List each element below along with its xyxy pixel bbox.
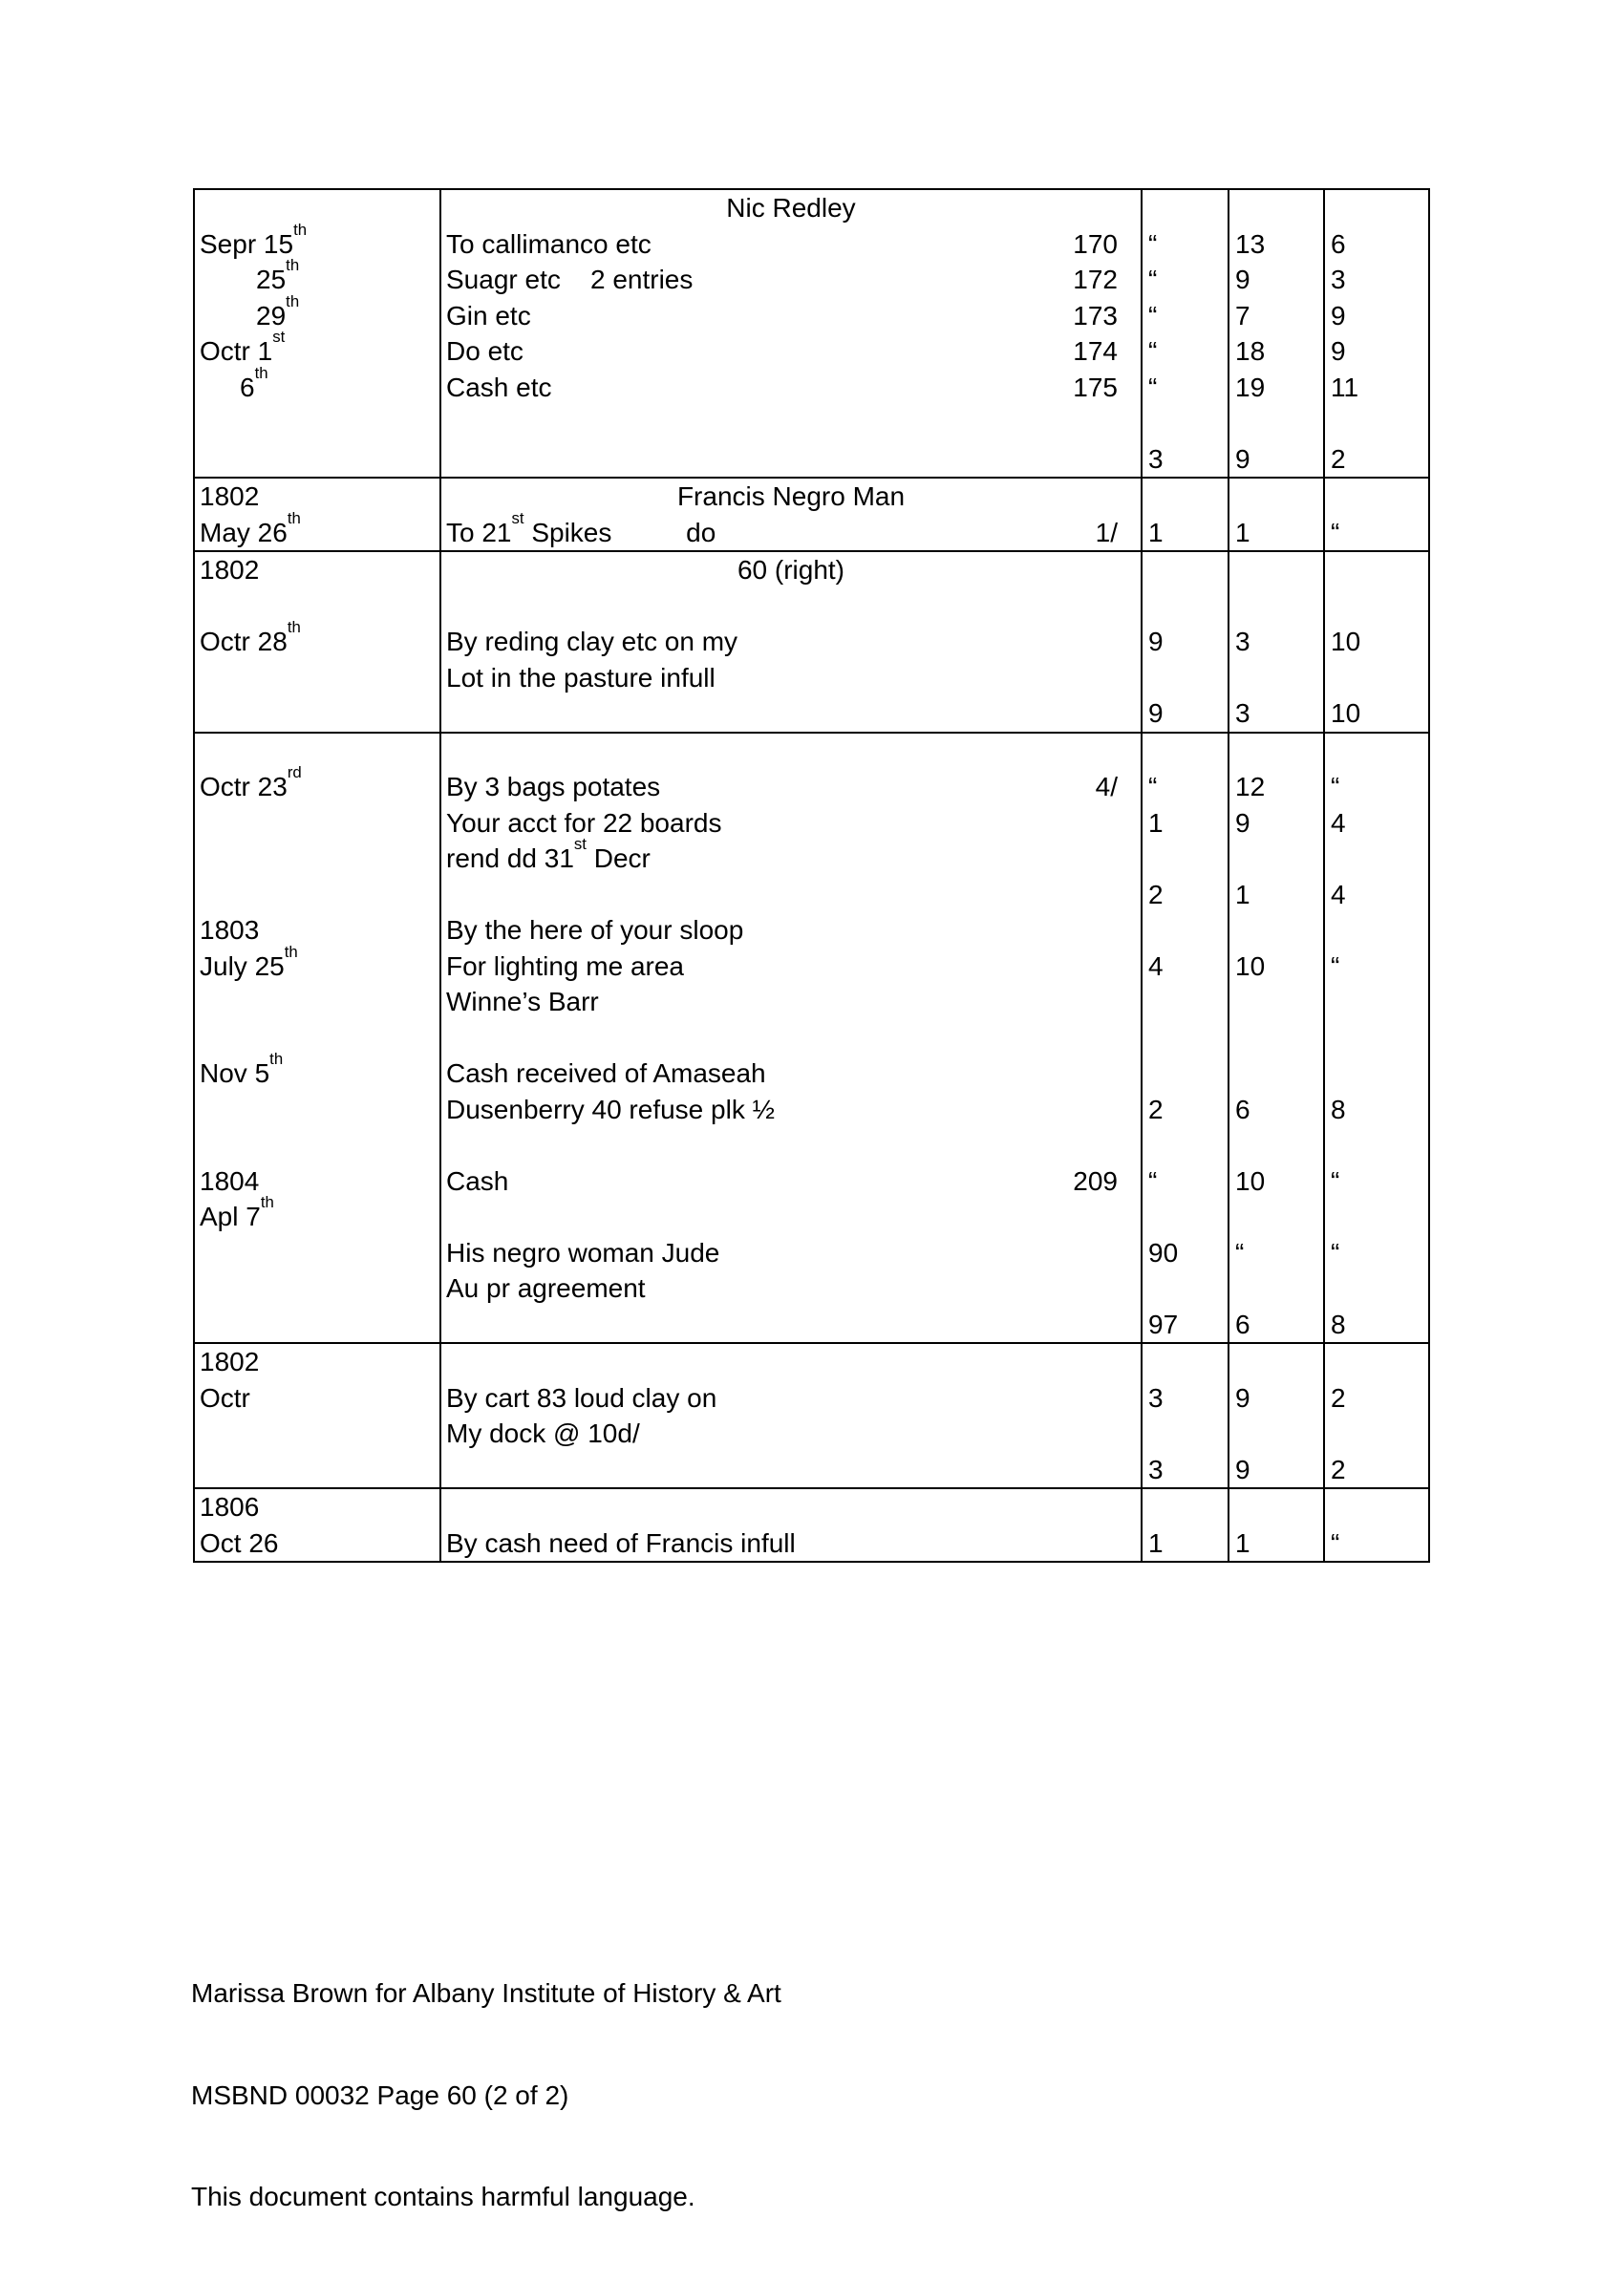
- entry-text: [446, 1489, 1141, 1525]
- pounds-cell: “: [1148, 228, 1158, 259]
- entry-desc-cell: [441, 1127, 1141, 1163]
- pounds-cell: 9: [1148, 698, 1164, 728]
- shillings-cell: [1229, 1489, 1323, 1525]
- shillings-cell: [1229, 405, 1323, 441]
- ledger-section-main-entries: [195, 732, 1428, 1343]
- entry-text: Lot in the pasture infull: [446, 662, 716, 693]
- pence-cell: 2: [1331, 1382, 1346, 1413]
- entry-text: By reding clay etc on my: [446, 627, 738, 656]
- entry-desc-cell: [441, 912, 1141, 949]
- entry-desc-cell: [441, 1344, 1141, 1380]
- pence-cell: 2: [1331, 1454, 1346, 1484]
- date-cell: Apl 7th: [200, 1193, 274, 1231]
- pence-cell: “: [1331, 517, 1340, 547]
- entry-text: By the here of your sloop: [446, 915, 744, 945]
- date-cell: 1802: [200, 481, 260, 511]
- pounds-cell: [1143, 1199, 1228, 1235]
- date-cell: [195, 190, 439, 226]
- date-cell: [195, 1127, 439, 1163]
- pence-cell: “: [1331, 1237, 1340, 1268]
- date-cell: Octr 1st: [200, 328, 286, 366]
- shillings-cell: 19: [1235, 372, 1266, 402]
- pounds-column: [1141, 552, 1228, 732]
- pence-cell: [1325, 1020, 1428, 1056]
- shillings-cell: [1229, 660, 1323, 696]
- date-column: [195, 479, 439, 550]
- pounds-column: [1141, 190, 1228, 477]
- pence-cell: 8: [1331, 1309, 1346, 1339]
- pence-cell: 8: [1331, 1094, 1346, 1124]
- shillings-cell: [1229, 1344, 1323, 1380]
- entry-text: rend dd 31st Decr: [446, 835, 651, 873]
- shillings-cell: “: [1235, 1237, 1245, 1268]
- date-cell: 1803: [200, 915, 260, 945]
- entry-desc-cell: [441, 1199, 1141, 1235]
- date-cell: 1804: [200, 1165, 260, 1196]
- entry-text: [446, 588, 1141, 625]
- entry-text: [446, 1452, 1141, 1488]
- entry-text: [446, 695, 1141, 732]
- description-column: [439, 190, 1141, 477]
- shillings-cell: [1229, 1270, 1323, 1307]
- shillings-cell: [1229, 190, 1323, 226]
- date-column: [195, 1344, 439, 1487]
- date-cell: [195, 695, 439, 732]
- entry-heading: [441, 479, 1141, 515]
- entry-text: Dusenberry 40 refuse plk ½: [446, 1094, 775, 1124]
- entry-desc-cell: [441, 805, 1141, 842]
- pounds-cell: 90: [1148, 1237, 1179, 1268]
- entry-desc-cell: [441, 1380, 1141, 1417]
- date-cell: [195, 1092, 439, 1128]
- entry-text: Francis Negro Man: [676, 481, 906, 511]
- entry-text: His negro woman Jude: [446, 1237, 720, 1268]
- pounds-cell: 3: [1148, 1382, 1164, 1413]
- date-cell: [195, 841, 439, 877]
- pence-cell: [1325, 1199, 1428, 1235]
- pounds-column: [1141, 479, 1228, 550]
- pounds-column: [1141, 1489, 1228, 1561]
- date-cell: [195, 1416, 439, 1452]
- shillings-cell: 3: [1235, 627, 1250, 656]
- description-column: [439, 734, 1141, 1343]
- pence-cell: “: [1331, 1527, 1340, 1558]
- pounds-cell: [1143, 1489, 1228, 1525]
- shillings-column: [1228, 479, 1323, 550]
- pence-column: [1323, 1344, 1428, 1487]
- entry-text: To 21st Spikes do: [446, 508, 716, 547]
- shillings-cell: [1229, 588, 1323, 625]
- shillings-cell: [1229, 1199, 1323, 1235]
- pounds-cell: [1143, 1270, 1228, 1307]
- ledger-section-francis-negro-man: [195, 477, 1428, 550]
- pence-cell: 11: [1331, 372, 1359, 402]
- entry-text: Cash received of Amaseah: [446, 1058, 766, 1088]
- shillings-column: [1228, 1344, 1323, 1487]
- date-cell: [195, 1020, 439, 1056]
- shillings-cell: [1229, 841, 1323, 877]
- shillings-cell: [1229, 984, 1323, 1020]
- date-cell: [195, 805, 439, 842]
- folio-number: 209: [1073, 1165, 1118, 1196]
- date-cell: [195, 1270, 439, 1307]
- entry-text: [446, 1020, 1141, 1056]
- entry-text: By cash need of Francis infull: [446, 1527, 796, 1558]
- entry-text: Cash: [446, 1165, 509, 1196]
- pence-cell: [1325, 912, 1428, 949]
- shillings-cell: 13: [1235, 228, 1266, 259]
- entry-desc-cell: [441, 695, 1141, 732]
- entry-text: [446, 1307, 1141, 1343]
- pounds-cell: 3: [1148, 1454, 1164, 1484]
- shillings-cell: 10: [1235, 1165, 1266, 1196]
- entry-text: My dock @ 10d/: [446, 1418, 640, 1448]
- date-cell: 25th: [256, 256, 300, 294]
- entry-text: By cart 83 loud clay on: [446, 1382, 717, 1413]
- pence-cell: [1325, 190, 1428, 226]
- entry-text: Gin etc: [446, 300, 531, 331]
- ledger-section-francis-cash: [195, 1487, 1428, 1561]
- entry-desc-cell: [441, 1235, 1141, 1271]
- entry-desc-cell: [441, 1092, 1141, 1128]
- pounds-cell: 1: [1148, 807, 1164, 838]
- pence-cell: [1325, 1270, 1428, 1307]
- date-cell: [195, 734, 439, 770]
- date-cell: Nov 5th: [200, 1050, 284, 1088]
- entry-text: 60 (right): [737, 555, 845, 585]
- shillings-cell: 1: [1235, 517, 1250, 547]
- entry-desc-cell: [441, 226, 1141, 263]
- pounds-cell: [1143, 912, 1228, 949]
- entry-desc-cell: [441, 262, 1141, 298]
- entry-text: [446, 1199, 1141, 1235]
- pence-cell: 10: [1331, 627, 1361, 656]
- entry-text: Au pr agreement: [446, 1273, 646, 1303]
- ledger-section-sixty-right: [195, 550, 1428, 732]
- pounds-cell: “: [1148, 300, 1158, 331]
- entry-desc-cell: [441, 660, 1141, 696]
- date-cell: 6th: [240, 363, 268, 402]
- entry-heading: [441, 190, 1141, 226]
- entry-desc-cell: [441, 1270, 1141, 1307]
- pence-cell: [1325, 552, 1428, 588]
- shillings-cell: [1229, 1056, 1323, 1092]
- shillings-cell: 9: [1235, 443, 1250, 474]
- date-cell: [195, 1307, 439, 1343]
- entry-text: Suagr etc 2 entries: [446, 265, 694, 294]
- pounds-cell: [1143, 1056, 1228, 1092]
- shillings-cell: [1229, 1020, 1323, 1056]
- entry-text: Your acct for 22 boards: [446, 807, 722, 838]
- entry-desc-cell: [441, 1020, 1141, 1056]
- pounds-cell: [1143, 841, 1228, 877]
- entry-desc-cell: [441, 508, 1141, 551]
- shillings-cell: 9: [1235, 1454, 1250, 1484]
- shillings-cell: 6: [1235, 1094, 1250, 1124]
- entry-desc-cell: [441, 949, 1141, 985]
- pounds-cell: “: [1148, 1165, 1158, 1196]
- folio-number: 174: [1073, 336, 1118, 366]
- pounds-cell: [1143, 1344, 1228, 1380]
- pounds-cell: [1143, 1127, 1228, 1163]
- entry-desc-cell: [441, 333, 1141, 370]
- pounds-cell: 1: [1148, 517, 1164, 547]
- entry-desc-cell: [441, 588, 1141, 625]
- shillings-cell: 1: [1235, 1527, 1250, 1558]
- pounds-column: [1141, 734, 1228, 1343]
- entry-desc-cell: [441, 1056, 1141, 1092]
- pence-cell: [1325, 660, 1428, 696]
- date-cell: [195, 1235, 439, 1271]
- pence-cell: 4: [1331, 879, 1346, 909]
- date-cell: Octr 23rd: [200, 763, 302, 801]
- entry-desc-cell: [441, 298, 1141, 334]
- entry-desc-cell: [441, 624, 1141, 660]
- pounds-cell: [1143, 552, 1228, 588]
- folio-number: 175: [1073, 372, 1118, 402]
- description-column: [439, 1489, 1141, 1561]
- date-cell: July 25th: [200, 942, 298, 981]
- entry-desc-cell: [441, 405, 1141, 441]
- entry-desc-cell: [441, 370, 1141, 406]
- pence-cell: [1325, 1127, 1428, 1163]
- pounds-cell: 1: [1148, 1527, 1164, 1558]
- shillings-column: [1228, 190, 1323, 477]
- pounds-cell: “: [1148, 336, 1158, 366]
- pence-cell: “: [1331, 950, 1340, 981]
- shillings-cell: [1229, 1416, 1323, 1452]
- pounds-cell: [1143, 190, 1228, 226]
- pence-cell: [1325, 841, 1428, 877]
- pence-cell: “: [1331, 772, 1340, 801]
- entry-desc-cell: [441, 441, 1141, 478]
- pounds-cell: 4: [1148, 950, 1164, 981]
- folio-number: 170: [1073, 228, 1118, 259]
- shillings-column: [1228, 1489, 1323, 1561]
- date-column: [195, 1489, 439, 1561]
- date-column: [195, 552, 439, 732]
- entry-text: [446, 441, 1141, 478]
- shillings-cell: 9: [1235, 807, 1250, 838]
- shillings-cell: [1229, 912, 1323, 949]
- shillings-cell: 3: [1235, 698, 1250, 728]
- entry-text: [446, 877, 1141, 913]
- date-column: [195, 190, 439, 477]
- entry-desc-cell: [441, 1416, 1141, 1452]
- footer-line-attribution: Marissa Brown for Albany Institute of History & Art: [191, 1978, 781, 2008]
- shillings-cell: 18: [1235, 336, 1266, 366]
- pence-cell: [1325, 984, 1428, 1020]
- date-cell: [195, 1452, 439, 1488]
- entry-desc-cell: [441, 984, 1141, 1020]
- pounds-cell: [1143, 1020, 1228, 1056]
- ledger-section-nic-redley: [195, 190, 1428, 477]
- entry-text: [446, 1127, 1141, 1163]
- date-cell: [195, 588, 439, 625]
- date-cell: Oct 26: [200, 1527, 279, 1558]
- pence-cell: 9: [1331, 336, 1346, 366]
- shillings-cell: [1229, 479, 1323, 515]
- pounds-cell: 3: [1148, 443, 1164, 474]
- pounds-cell: [1143, 405, 1228, 441]
- pounds-cell: “: [1148, 265, 1158, 294]
- shillings-cell: 6: [1235, 1309, 1250, 1339]
- pounds-cell: [1143, 660, 1228, 696]
- date-cell: [195, 660, 439, 696]
- entry-text: Winne’s Barr: [446, 987, 599, 1016]
- pence-cell: 3: [1331, 265, 1346, 294]
- entry-text: For lighting me area: [446, 950, 685, 981]
- date-cell: Octr 28th: [200, 618, 301, 656]
- date-column: [195, 734, 439, 1343]
- shillings-cell: [1229, 552, 1323, 588]
- pounds-cell: [1143, 588, 1228, 625]
- entry-text: Nic Redley: [726, 193, 856, 223]
- description-column: [439, 1344, 1141, 1487]
- pounds-cell: [1143, 734, 1228, 770]
- entry-desc-cell: [441, 734, 1141, 770]
- pence-cell: 10: [1331, 698, 1361, 728]
- date-cell: [195, 877, 439, 913]
- entry-desc-cell: [441, 1525, 1141, 1562]
- date-cell: Octr: [200, 1382, 250, 1413]
- entry-desc-cell: [441, 1452, 1141, 1488]
- pence-cell: [1325, 479, 1428, 515]
- shillings-cell: 10: [1235, 950, 1266, 981]
- entry-desc-cell: [441, 1307, 1141, 1343]
- pence-cell: 4: [1331, 807, 1346, 838]
- pence-cell: 9: [1331, 300, 1346, 331]
- date-cell: 1806: [200, 1492, 260, 1522]
- pence-column: [1323, 1489, 1428, 1561]
- pounds-cell: “: [1148, 372, 1158, 402]
- entry-text: By 3 bags potates: [446, 772, 661, 801]
- pounds-cell: 2: [1148, 879, 1164, 909]
- pounds-cell: 97: [1148, 1309, 1179, 1339]
- pence-cell: 2: [1331, 443, 1346, 474]
- date-cell: 1802: [200, 1347, 260, 1376]
- pence-cell: [1325, 1056, 1428, 1092]
- pence-cell: [1325, 1416, 1428, 1452]
- entry-desc-cell: [441, 1163, 1141, 1200]
- entry-text: Do etc: [446, 336, 524, 366]
- pence-column: [1323, 479, 1428, 550]
- shillings-cell: 1: [1235, 879, 1250, 909]
- entry-desc-cell: [441, 877, 1141, 913]
- shillings-cell: 9: [1235, 265, 1250, 294]
- pounds-cell: “: [1148, 772, 1158, 801]
- date-cell: Sepr 15th: [200, 220, 308, 259]
- folio-number: 172: [1073, 265, 1118, 294]
- footer-line-notice: This document contains harmful language.: [191, 2182, 695, 2211]
- shillings-column: [1228, 552, 1323, 732]
- folio-number: 1/: [1095, 517, 1118, 547]
- folio-number: 173: [1073, 300, 1118, 331]
- pounds-column: [1141, 1344, 1228, 1487]
- date-cell: 29th: [256, 291, 300, 331]
- ledger-section-cart-clay: [195, 1342, 1428, 1487]
- entry-text: Cash etc: [446, 372, 552, 402]
- description-column: [439, 479, 1141, 550]
- shillings-cell: [1229, 734, 1323, 770]
- date-cell: [195, 441, 439, 478]
- description-column: [439, 552, 1141, 732]
- shillings-cell: [1229, 1127, 1323, 1163]
- shillings-cell: 12: [1235, 772, 1266, 801]
- pence-cell: [1325, 734, 1428, 770]
- date-cell: May 26th: [200, 508, 301, 547]
- pence-cell: [1325, 1344, 1428, 1380]
- entry-heading: [441, 552, 1141, 588]
- pounds-cell: [1143, 479, 1228, 515]
- date-cell: [195, 405, 439, 441]
- shillings-cell: 9: [1235, 1382, 1250, 1413]
- pounds-cell: 2: [1148, 1094, 1164, 1124]
- pence-column: [1323, 552, 1428, 732]
- pence-cell: [1325, 1489, 1428, 1525]
- pence-cell: “: [1331, 1165, 1340, 1196]
- pence-cell: [1325, 588, 1428, 625]
- pence-column: [1323, 190, 1428, 477]
- footer: [191, 1909, 781, 2282]
- shillings-cell: 7: [1235, 300, 1250, 331]
- pence-cell: 6: [1331, 228, 1346, 259]
- pounds-cell: [1143, 1416, 1228, 1452]
- date-cell: 1802: [200, 555, 260, 585]
- entry-text: [446, 1344, 1141, 1380]
- pence-column: [1323, 734, 1428, 1343]
- entry-desc-cell: [441, 835, 1141, 877]
- entry-text: [446, 405, 1141, 441]
- ledger-table: [193, 188, 1430, 1563]
- entry-text: To callimanco etc: [446, 228, 652, 259]
- pounds-cell: 9: [1148, 627, 1164, 656]
- entry-desc-cell: [441, 769, 1141, 805]
- folio-number: 4/: [1095, 772, 1118, 801]
- shillings-column: [1228, 734, 1323, 1343]
- pounds-cell: [1143, 984, 1228, 1020]
- date-cell: [195, 984, 439, 1020]
- entry-desc-cell: [441, 1489, 1141, 1525]
- pence-cell: [1325, 405, 1428, 441]
- footer-line-reference: MSBND 00032 Page 60 (2 of 2): [191, 2079, 569, 2110]
- entry-text: [446, 734, 1141, 770]
